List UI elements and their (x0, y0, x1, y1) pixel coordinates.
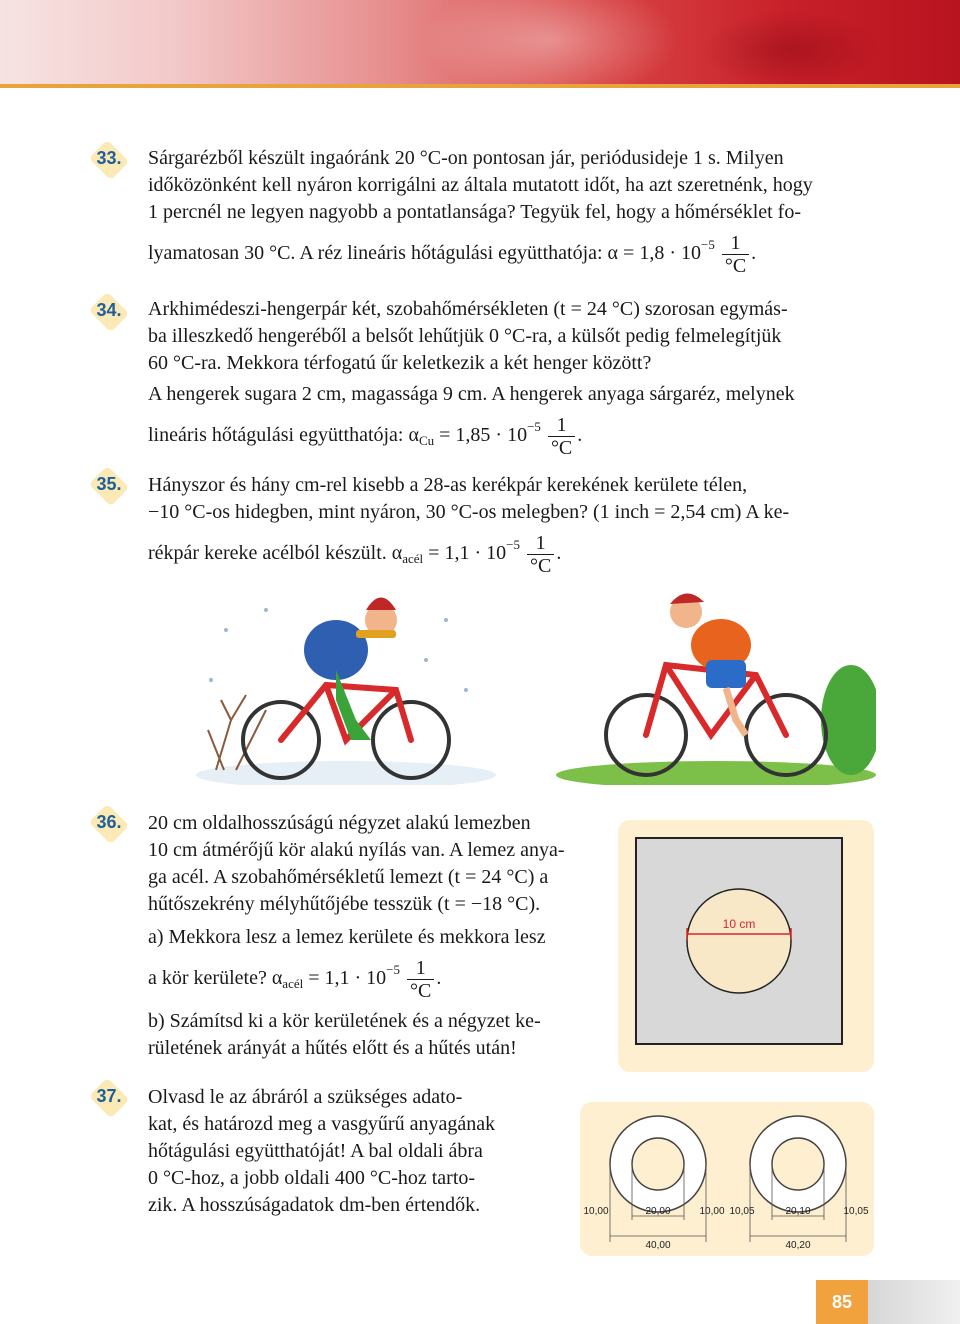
problem-37-text (148, 1084, 550, 1219)
subscript: acél (402, 551, 424, 567)
problem-33-text (148, 145, 874, 277)
rings-figure (580, 1102, 874, 1256)
text-line: kat, és határozd meg a vasgyűrű anyagának (148, 1113, 496, 1135)
exponent: −5 (506, 537, 520, 553)
text-line: A hengerek sugara 2 cm, magassága 9 cm. A hengerek anyaga sárgaréz, melynek (148, 383, 795, 405)
iron-ring-inner (632, 1138, 684, 1190)
dim-left-c: 10,00 (699, 1206, 725, 1217)
text-line: a) Mekkora lesz a lemez kerülete és mekkora lesz (148, 926, 546, 948)
plate-figure (618, 820, 874, 1072)
text-line: 0 °C-hoz, a jobb oldali 400 °C-hoz tarto- (148, 1167, 476, 1189)
formula-prefix: a kör kerülete? α (148, 967, 283, 990)
fraction (407, 957, 434, 1002)
fraction-numerator: 1 (548, 414, 575, 437)
problem-36-badge (84, 806, 134, 842)
subscript: acél (282, 976, 304, 992)
formula-mid: = 1,1 · 10 (303, 967, 387, 990)
problem-number: 36. (96, 812, 122, 832)
fraction-denominator: °C (550, 437, 573, 459)
problem-number: 34. (96, 300, 122, 320)
cyclists-illustration (196, 590, 876, 785)
text-line: hőtágulási együtthatóját! A bal oldali ábra (148, 1140, 483, 1162)
header-decorative-band (0, 0, 960, 84)
text-line: időközönként kell nyáron korrigálni az általa mutatott időt, ha azt szeretnénk, hogy (148, 174, 813, 196)
page-number: 85 (816, 1280, 868, 1324)
fraction-denominator: °C (410, 980, 432, 1002)
formula-line (148, 414, 874, 459)
formula-mid: = 1,85 · 10 (434, 424, 528, 447)
dim-right-a: 10,05 (729, 1206, 755, 1217)
problem-35-badge (84, 468, 134, 504)
formula-line (148, 957, 588, 1002)
summer-rider-cap (670, 593, 704, 604)
text-line: zik. A hosszúságadatok dm-ben értendők. (148, 1194, 481, 1216)
exponent: −5 (527, 419, 541, 435)
fraction-denominator: °C (724, 255, 747, 277)
text-line: rületének arányát a hűtés előtt és a hűtés után! (148, 1037, 517, 1059)
header-shadow (700, 10, 880, 90)
winter-rider-hat (366, 598, 396, 611)
text-line: 10 cm átmérőjű kör alakú nyílás van. A lemez anya- (148, 839, 565, 861)
iron-ring-inner (772, 1138, 824, 1190)
text-line: ba illeszkedő hengeréből a belsőt lehűtjük 0 °C-ra, a külsőt pedig felmelegítjük (148, 325, 782, 347)
page-number-band (868, 1280, 960, 1324)
fraction-denominator: °C (529, 555, 552, 577)
text-line: hűtőszekrény mélyhűtőjébe tesszük (t = −18 °C). (148, 893, 541, 915)
text-line: 1 percnél ne legyen nagyobb a pontatlansága? Tegyük fel, hogy a hőmérséklet fo- (148, 201, 801, 223)
circular-hole (687, 889, 791, 993)
problem-34-text (148, 296, 874, 459)
problem-36-text (148, 810, 588, 1062)
text-line: Olvasd le az ábráról a szükséges adato- (148, 1086, 463, 1108)
formula-line (148, 532, 874, 577)
dim-left-b: 20,00 (645, 1206, 671, 1217)
formula-suffix: . (751, 242, 757, 265)
dim-left-total: 40,00 (645, 1240, 671, 1251)
formula-prefix: rékpár kereke acélból készült. α (148, 542, 403, 565)
formula-prefix: lyamatosan 30 °C. A réz lineáris hőtágulási együtthatója: α = 1,8 · 10 (148, 242, 701, 265)
fraction (527, 532, 554, 577)
formula-line (148, 232, 874, 277)
dim-right-c: 10,05 (843, 1206, 869, 1217)
fraction-numerator: 1 (722, 232, 749, 255)
bare-bush-icon (208, 695, 266, 770)
snow-ground (196, 761, 496, 785)
summer-rider-shorts (706, 660, 746, 688)
exponent: −5 (700, 237, 715, 253)
text-line: b) Számítsd ki a kör kerületének és a négyzet ke- (148, 1010, 541, 1032)
exponent: −5 (386, 962, 401, 978)
problem-number: 33. (96, 148, 122, 168)
winter-rider-scarf (356, 630, 396, 638)
problem-33-badge (84, 142, 134, 178)
subscript: Cu (418, 433, 435, 449)
problem-37-badge (84, 1080, 134, 1116)
formula-prefix: lineáris hőtágulási együtthatója: α (148, 424, 419, 447)
problem-number: 35. (96, 474, 122, 494)
green-bush-icon (821, 665, 876, 775)
text-line: Sárgarézből készült ingaóránk 20 °C-on pontosan jár, periódusideje 1 s. Milyen (148, 147, 784, 169)
header-rule (0, 84, 960, 88)
formula-suffix: . (436, 967, 442, 990)
formula-suffix: . (577, 424, 583, 447)
fraction-numerator: 1 (407, 957, 434, 980)
text-line: 60 °C-ra. Mekkora térfogatú űr keletkezik a két henger között? (148, 352, 652, 374)
problem-35-text (148, 472, 874, 577)
text-line: ga acél. A szobahőmérsékletű lemezt (t = 24 °C) a (148, 866, 549, 888)
dim-right-total: 40,20 (785, 1240, 811, 1251)
text-line: Hányszor és hány cm-rel kisebb a 28-as kerékpár kerekének kerülete télen, (148, 474, 748, 496)
fraction-numerator: 1 (527, 532, 554, 555)
grass-ground (556, 761, 876, 785)
fraction (548, 414, 575, 459)
text-line: −10 °C-os hidegben, mint nyáron, 30 °C-os melegben? (1 inch = 2,54 cm) A ke- (148, 501, 790, 523)
text-line: Arkhimédeszi-hengerpár két, szobahőmérsékleten (t = 24 °C) szorosan egymás- (148, 298, 788, 320)
problem-number: 37. (96, 1086, 122, 1106)
dim-right-b: 20,10 (785, 1206, 811, 1217)
dim-left-a: 10,00 (583, 1206, 609, 1217)
fraction (722, 232, 749, 277)
formula-mid: = 1,1 · 10 (423, 542, 507, 565)
formula-suffix: . (556, 542, 562, 565)
problem-34-badge (84, 294, 134, 330)
text-line: 20 cm oldalhosszúságú négyzet alakú lemezben (148, 812, 531, 834)
diameter-label: 10 cm (722, 917, 756, 931)
